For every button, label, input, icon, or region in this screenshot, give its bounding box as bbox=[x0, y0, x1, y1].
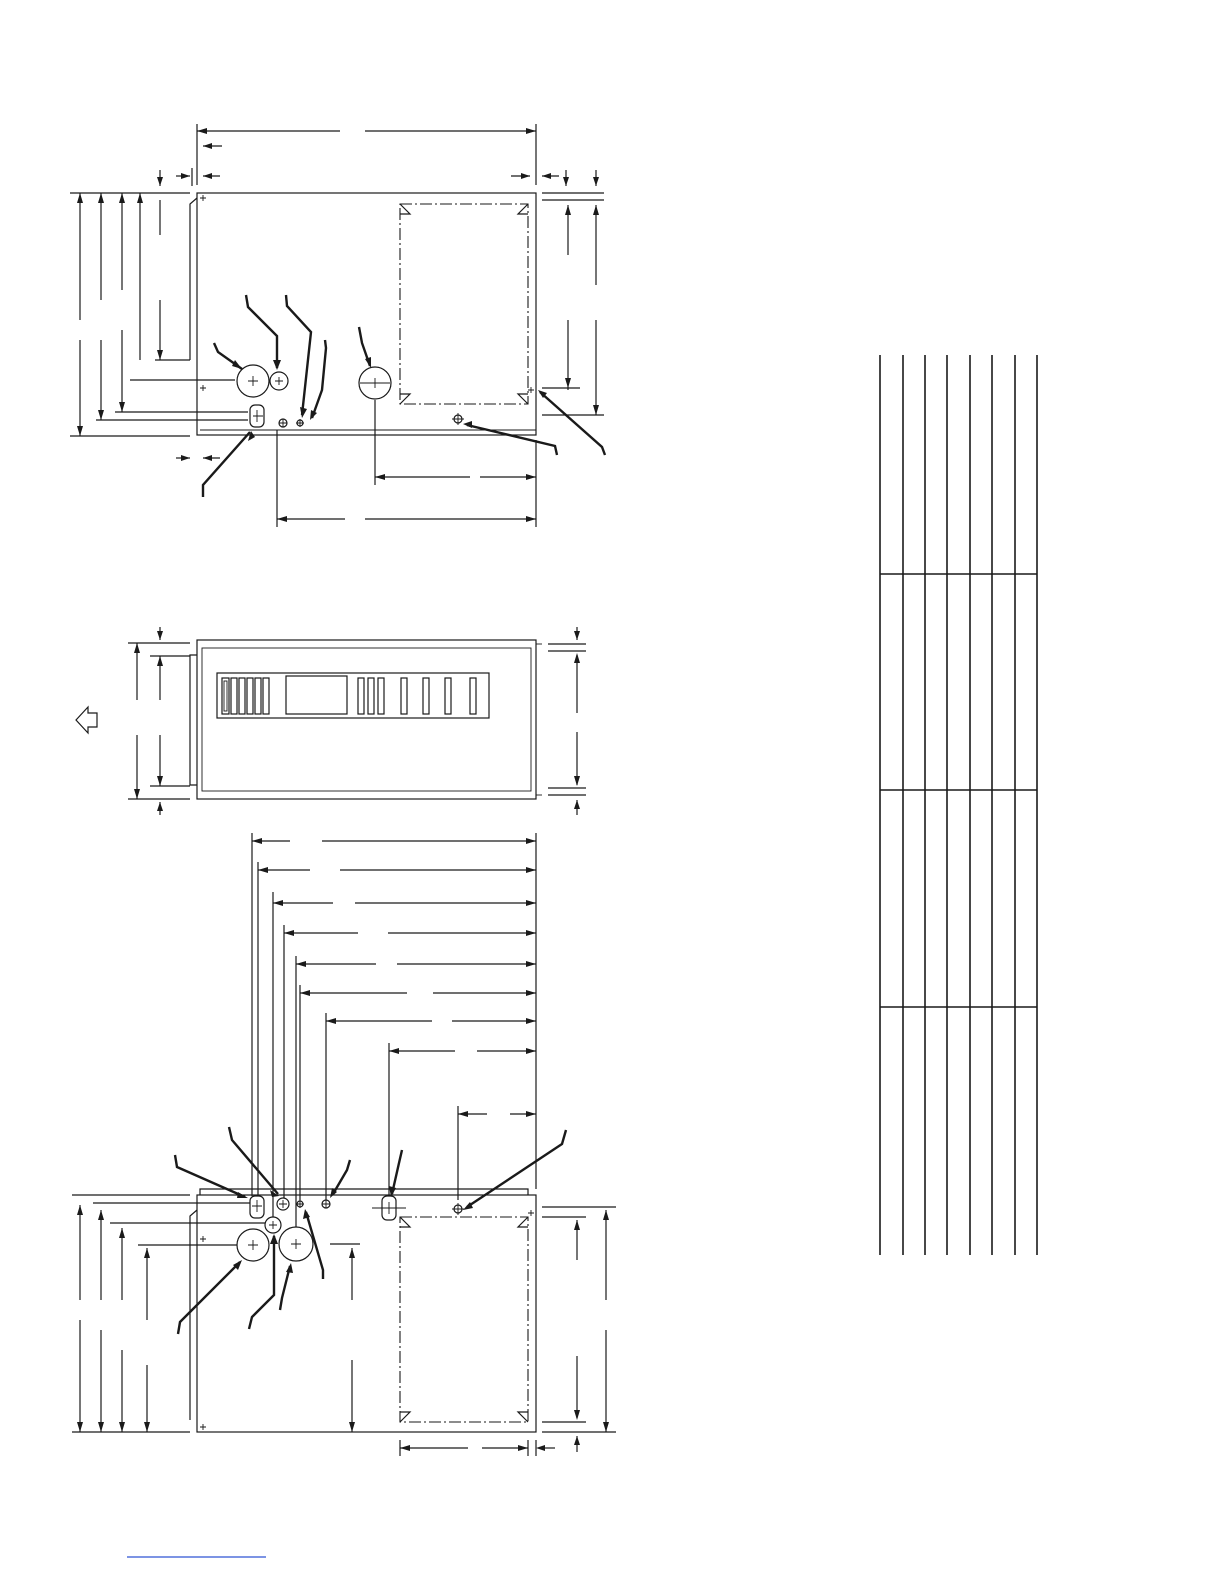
airflow-arrow-icon bbox=[76, 707, 97, 733]
bottom-view-top-flange bbox=[200, 1189, 528, 1195]
top-view-arrowheads bbox=[77, 128, 599, 522]
front-view-edge bbox=[190, 655, 197, 785]
top-view-leaders bbox=[203, 295, 605, 497]
bottom-view-leaders bbox=[175, 1127, 566, 1334]
top-view bbox=[70, 124, 605, 527]
control-panel-louvers bbox=[222, 676, 476, 714]
screw-marks bbox=[200, 195, 534, 393]
bottom-crosshairs bbox=[248, 1200, 464, 1250]
specification-table bbox=[880, 355, 1037, 1255]
bottom-view-access-panel bbox=[400, 1217, 528, 1422]
front-view-arrowheads bbox=[134, 631, 580, 811]
top-view-side-flange bbox=[190, 198, 197, 360]
front-view-cabinet-outline bbox=[197, 640, 536, 799]
front-view bbox=[76, 627, 586, 815]
top-view-cabinet-outline bbox=[197, 193, 536, 435]
top-view-knockouts bbox=[237, 365, 462, 427]
bottom-view-side-flange bbox=[190, 1210, 197, 1420]
top-view-dimensions bbox=[70, 124, 604, 527]
control-panel-frame bbox=[217, 673, 489, 718]
top-view-access-panel bbox=[400, 204, 528, 404]
bottom-view-arrowheads bbox=[77, 838, 609, 1451]
panel-corner-tabs bbox=[400, 204, 528, 404]
bottom-view-cabinet-outline bbox=[197, 1195, 536, 1432]
bottom-view-knockouts bbox=[237, 1196, 462, 1261]
bottom-panel-corner-tabs bbox=[400, 1217, 528, 1422]
bottom-view-stacked-dimensions bbox=[72, 833, 616, 1456]
front-view-inner-panel bbox=[202, 648, 531, 791]
bottom-view bbox=[72, 833, 616, 1456]
